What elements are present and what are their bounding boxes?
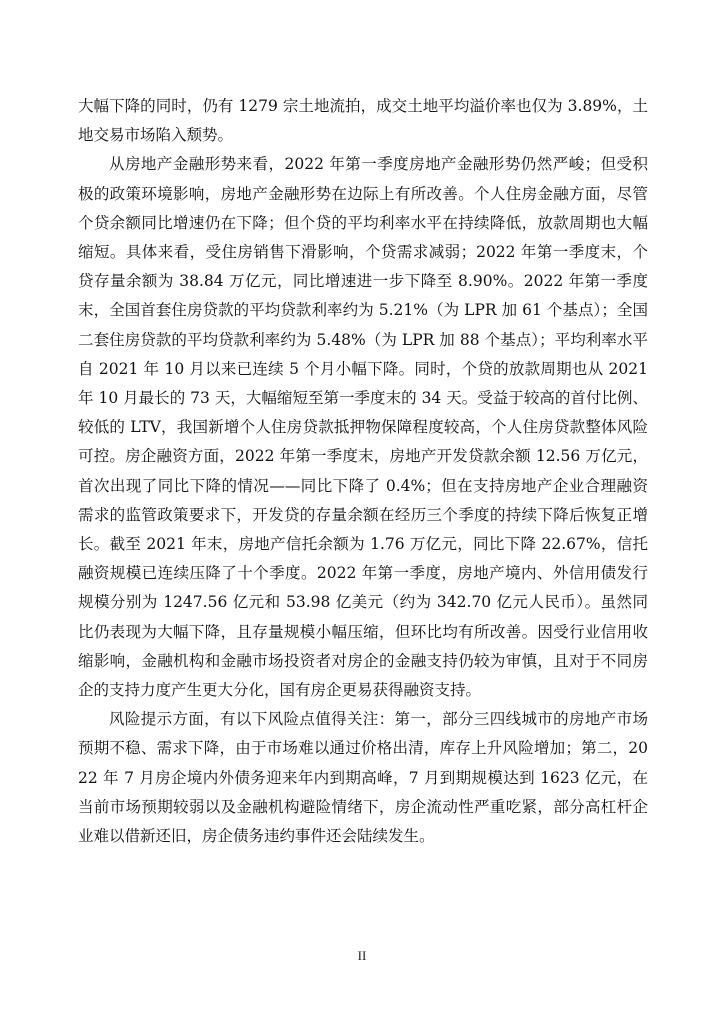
paragraph-land-market: 大幅下降的同时，仍有 1279 宗土地流拍，成交土地平均溢价率也仅为 3.89%，土地交易市场陷入颓势。: [78, 97, 648, 145]
document-body: [78, 92, 648, 851]
page-number: II: [357, 948, 367, 963]
paragraph-risk-warning: 风险提示方面，有以下风险点值得关注：第一，部分三四线城市的房地产市场预期不稳、需求下降，由于市场难以通过价格出清，库存上升风险增加；第二，2022 年 7 月房企境内外债务迎来年内到期高峰，7 月到期规模达到 1623 亿元，在当前市场预期较弱以及金融机构避险情绪下，房企流动性严重吃紧，部分高杠杆企业难以借新还旧，房企债务违约事件还会陆续发生。: [78, 710, 648, 846]
paragraph-real-estate-finance: 从房地产金融形势来看，2022 年第一季度房地产金融形势仍然严峻；但受积极的政策环境影响，房地产金融形势在边际上有所改善。个人住房金融方面，尽管个贷余额同比增速仍在下降；但个贷的平均利率水平在持续降低，放款周期也大幅缩短。具体来看，受住房销售下滑影响，个贷需求减弱；2022 年第一季度末，个贷存量余额为 38.84 万亿元，同比增速进一步下降至 8.90%。2022 年第一季度末，全国首套住房贷款的平均贷款利率约为 5.21%（为 LPR 加 61 个基点）；全国二套住房贷款的平均贷款利率约为 5.48%（为 LPR 加 88 个基点）；平均利率水平自 2021 年 10 月以来已连续 5 个月小幅下降。同时，个贷的放款周期也从 2021 年 10 月最长的 73 天，大幅缩短至第一季度末的 34 天。受益于较高的首付比例、较低的 LTV，我国新增个人住房贷款抵押物保障程度较高，个人住房贷款整体风险可控。房企融资方面，2022 年第一季度末，房地产开发贷款余额 12.56 万亿元，首次出现了同比下降的情况——同比下降了 0.4%；但在支持房地产企业合理融资需求的监管政策要求下，开发贷的存量余额在经历三个季度的持续下降后恢复正增长。截至 2021 年末，房地产信托余额为 1.76 万亿元，同比下降 22.67%，信托融资规模已连续压降了十个季度。2022 年第一季度，房地产境内、外信用债发行规模分别为 1247.56 亿元和 53.98 亿美元（约为 342.70 亿元人民币）。虽然同比仍表现为大幅下降，且存量规模小幅压缩，但环比均有所改善。因受行业信用收缩影响，金融机构和金融市场投资者对房企的金融支持仍较为审慎，且对于不同房企的支持力度产生更大分化，国有房企更易获得融资支持。: [78, 155, 648, 700]
